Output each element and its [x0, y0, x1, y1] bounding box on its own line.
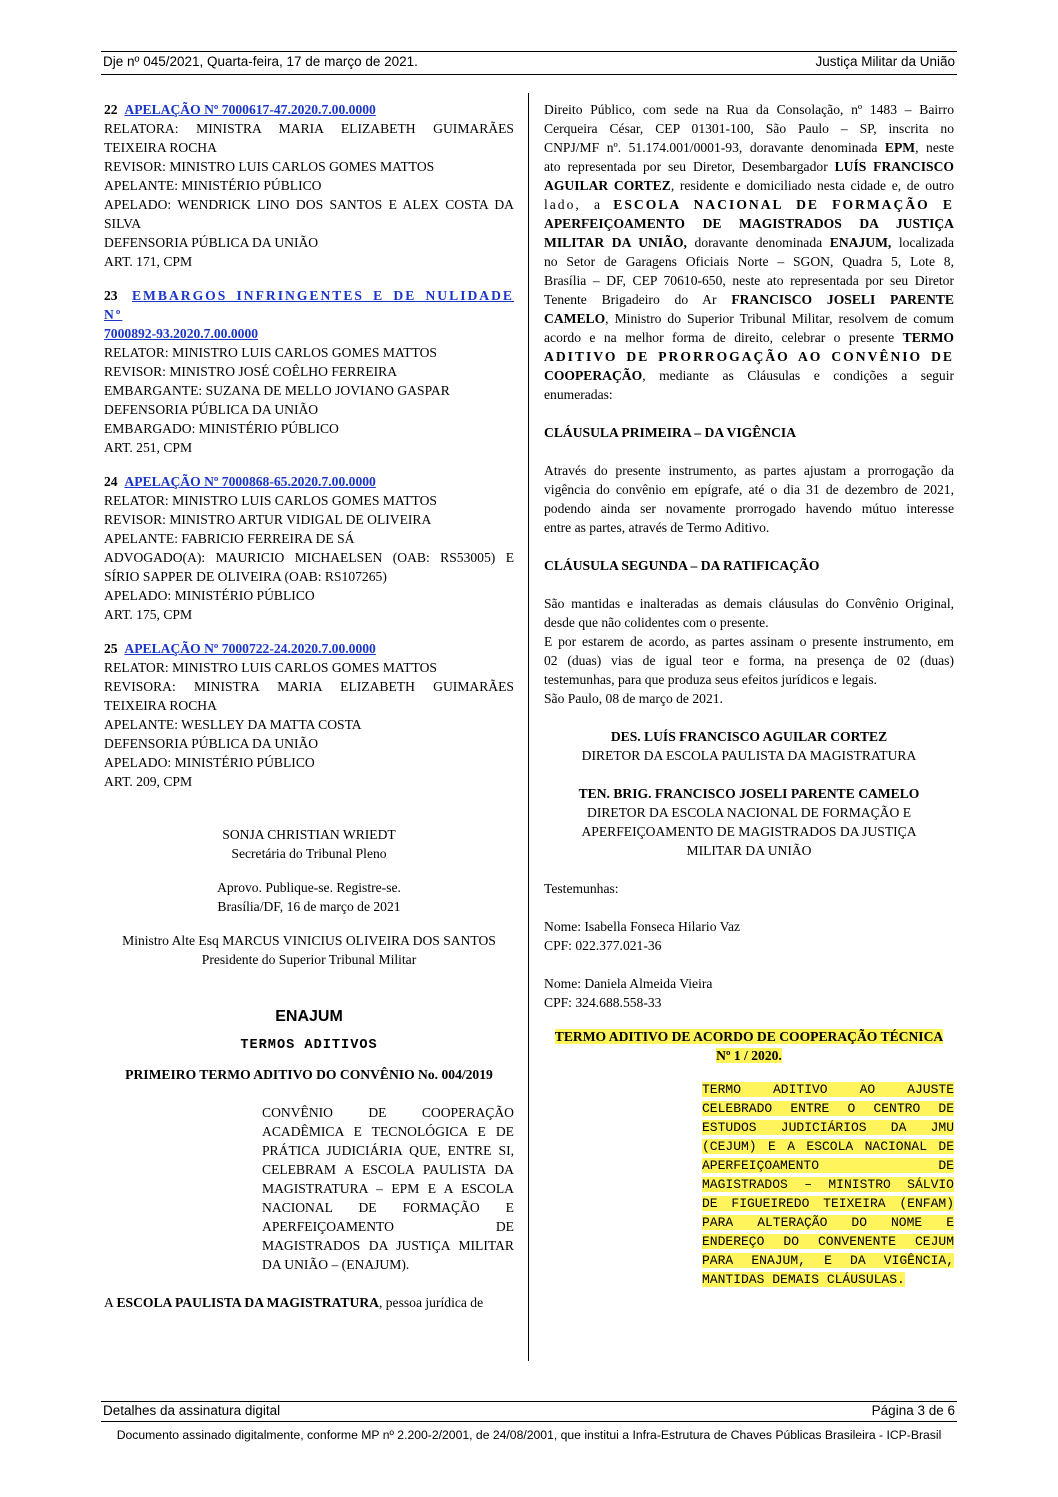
case-link[interactable]: EMBARGOS INFRINGENTES E DE NULIDADE Nº	[104, 288, 514, 322]
case-line: REVISOR: MINISTRO ARTUR VIDIGAL DE OLIVEIRA	[104, 512, 432, 527]
case-number: 25	[104, 641, 118, 656]
case-number: 24	[104, 474, 118, 489]
case-line: ART. 209, CPM	[104, 774, 193, 789]
document-title: PRIMEIRO TERMO ADITIVO DO CONVÊNIO No. 004/2019	[125, 1067, 493, 1082]
header-court: Justiça Militar da União	[815, 54, 955, 69]
clause-2-title: CLÁUSULA SEGUNDA – DA RATIFICAÇÃO	[544, 558, 820, 573]
case-item-24	[104, 472, 514, 624]
text-line: DE FIGUEIREDO TEIXEIRA (ENFAM)	[702, 1196, 954, 1211]
text-line: TERMO ADITIVO AO AJUSTE	[702, 1082, 954, 1097]
text-line: desde que não colidentes com o presente.	[544, 615, 769, 630]
case-number: 23	[104, 288, 118, 303]
case-line: SILVA	[104, 216, 142, 231]
text-line: APERFEIÇOAMENTO DE	[702, 1158, 954, 1173]
text-line: CELEBRADO ENTRE O CENTRO DE	[702, 1101, 954, 1116]
text-line: CELEBRAM A ESCOLA PAULISTA DA	[262, 1162, 514, 1177]
case-line: ADVOGADO(A): MAURICIO MICHAELSEN (OAB: RS53005) E	[104, 550, 514, 565]
text-line: ESTUDOS JUDICIÁRIOS DA JMU	[702, 1120, 954, 1135]
text-line: São mantidas e inalteradas as demais cláusulas do Convênio Original,	[544, 596, 954, 611]
case-link-continued[interactable]: 7000892-93.2020.7.00.0000	[104, 326, 259, 341]
case-line: APELADO: MINISTÉRIO PÚBLICO	[104, 755, 315, 770]
footer-note: Documento assinado digitalmente, conforme MP nº 2.200-2/2001, de 24/08/2001, que institui a Infra-Estrutura de Chaves Públicas Brasileira - ICP-Brasil	[116, 1428, 942, 1442]
text-line: MAGISTRADOS – MINISTRO SÁLVIO	[702, 1177, 954, 1192]
witness-2-name: Nome: Daniela Almeida Vieira	[544, 976, 713, 991]
signature-a-role: DIRETOR DA ESCOLA PAULISTA DA MAGISTRATURA	[581, 748, 917, 763]
text-line: NACIONAL DE FORMAÇÃO E	[262, 1200, 514, 1215]
approval-text: Aprovo. Publique-se. Registre-se.	[217, 880, 401, 895]
case-line: REVISOR: MINISTRO LUIS CARLOS GOMES MATTOS	[104, 159, 435, 174]
column-divider	[528, 93, 529, 1361]
right-column: Direito Público, com sede na Rua da Consolação, nº 1483 – Bairro Cerqueira César, CEP 01301-100, São Paulo – SP, inscrita no CNPJ/MF nº. 51.174.001/0001-93, doravante denominada EPM, neste ato representada por seu Diretor, Desembargador LUÍS FRANCISCO AGUILAR CORTEZ, residente e domiciliado nesta cidade e, de outro lado, a ESCOLA NACIONAL DE FORMAÇÃO E APERFEIÇOAMENTO DE MAGISTRADOS DA JUSTIÇA MILITAR DA UNIÃO, doravante denominada ENAJUM, localizada no Setor de Garagens Oficiais Norte – SGON, Quadra 5, Lote 8, Brasília – DF, CEP 70610-650, neste ato representada por seu Diretor Tenente Brigadeiro do Ar FRANCISCO JOSELI PARENTE CAMELO, Ministro do Superior Tribunal Militar, resolvem de comum acordo e na melhor forma de direito, celebrar o presente TERMO ADITIVO DE PRORROGAÇÃO AO CONVÊNIO DE COOPERAÇÃO, mediante as Cláusulas e condições a seguir enumeradas: CLÁUSULA PRIMEIRA – DA VIGÊNCIA Através do presente instrumento, as partes ajustam a prorrogação da vigência do convênio em epígrafe, até o dia 31 de dezembro de 2021, podendo ainda ser novamente prorrogado havendo mútuo interesse entre as partes, através de Termo Aditivo. CLÁUSULA SEGUNDA – DA RATIFICAÇÃO São mantidas e inalteradas as demais cláusulas do Convênio Original, desde que não colidentes com o presente. E por estarem de acordo, as partes assinam o presente instrumento, em 02 (duas) vias de igual teor e forma, na presença de 02 (duas) testemunhas, para que produza seus efeitos jurídicos e legais. São Paulo, 08 de março de 2021. DES. LUÍS FRANCISCO AGUILAR CORTEZ DIRETOR DA ESCOLA PAULISTA DA MAGISTRATURA TEN. BRIG. FRANCISCO JOSELI PARENTE CAMELO DIRETOR DA ESCOLA NACIONAL DE FORMAÇÃO E APERFEIÇOAMENTO DE MAGISTRADOS DA JUSTIÇA MILITAR DA UNIÃO Testemunhas: Nome: Isabella Fonseca Hilario Vaz CPF: 022.377.021-36 Nome: Daniela Almeida Vieira CPF: 324.688.558-33 TERMO ADITIVO DE ACORDO DE COOPERAÇÃO TÉCNICA Nº 1 / 2020. TERMO ADITIVO AO AJUSTE CELEBRADO ENTRE O CENTRO DE ESTUDOS JUDICIÁRIOS DA JMU (CEJUM) E A ESCOLA NACIONAL DE APERFEIÇOAMENTO DE MAGISTRADOS – MINISTRO SÁLVIO DE FIGUEIREDO TEIXEIRA (ENFAM) PARA ALTERAÇÃO DO NOME E ENDEREÇO DO CONVENENTE CEJUM PARA ENAJUM, E DA VIGÊNCIA, MANTIDAS DEMAIS CLÁUSULAS.	[544, 102, 954, 1287]
text-line: PARA ALTERAÇÃO DO NOME E	[702, 1215, 954, 1230]
witness-1-cpf: CPF: 022.377.021-36	[544, 938, 662, 953]
case-line: REVISOR: MINISTRO JOSÉ COÊLHO FERREIRA	[104, 364, 398, 379]
case-line: REVISORA: MINISTRA MARIA ELIZABETH GUIMARÃES	[104, 679, 514, 694]
agreement-title: TERMO ADITIVO DE ACORDO DE COOPERAÇÃO TÉCNICA	[554, 1029, 944, 1044]
text-line: PARA ENAJUM, E DA VIGÊNCIA,	[702, 1253, 954, 1268]
president-role: Presidente do Superior Tribunal Militar	[201, 952, 417, 967]
case-link[interactable]: APELAÇÃO Nº 7000617-47.2020.7.00.0000	[124, 102, 376, 117]
case-line: EMBARGADO: MINISTÉRIO PÚBLICO	[104, 421, 339, 436]
text-line: APERFEIÇOAMENTO DE	[262, 1219, 514, 1234]
case-line: APELANTE: WESLLEY DA MATTA COSTA	[104, 717, 362, 732]
case-link[interactable]: APELAÇÃO Nº 7000722-24.2020.7.00.0000	[124, 641, 376, 656]
witness-1-name: Nome: Isabella Fonseca Hilario Vaz	[544, 919, 741, 934]
case-line: ART. 175, CPM	[104, 607, 193, 622]
case-line: DEFENSORIA PÚBLICA DA UNIÃO	[104, 402, 319, 417]
signature-name: SONJA CHRISTIAN WRIEDT	[222, 827, 396, 842]
case-line: TEIXEIRA ROCHA	[104, 698, 217, 713]
text-line: entre as partes, através de Termo Aditivo.	[544, 520, 770, 535]
signature-b-name: TEN. BRIG. FRANCISCO JOSELI PARENTE CAMELO	[578, 786, 920, 801]
case-line: RELATOR: MINISTRO LUIS CARLOS GOMES MATTOS	[104, 493, 437, 508]
case-line: APELANTE: FABRICIO FERREIRA DE SÁ	[104, 531, 355, 546]
text-line: MAGISTRATURA – EPM E A ESCOLA	[262, 1181, 514, 1196]
text-line: MANTIDAS DEMAIS CLÁUSULAS.	[702, 1272, 905, 1287]
header-edition: Dje nº 045/2021, Quarta-feira, 17 de março de 2021.	[103, 54, 418, 69]
page-number: Página 3 de 6	[871, 1403, 955, 1418]
case-line: ART. 251, CPM	[104, 440, 193, 455]
case-line: EMBARGANTE: SUZANA DE MELLO JOVIANO GASPAR	[104, 383, 450, 398]
text-line: DA UNIÃO – (ENAJUM).	[262, 1257, 410, 1272]
text-line: ENDEREÇO DO CONVENENTE CEJUM	[702, 1234, 954, 1249]
case-number: 22	[104, 102, 118, 117]
ementa-block	[262, 1103, 514, 1274]
page-header	[101, 51, 957, 75]
left-column	[104, 100, 514, 1312]
case-line: APELADO: MINISTÉRIO PÚBLICO	[104, 588, 315, 603]
text-line: E por estarem de acordo, as partes assinam o presente instrumento, em	[544, 634, 954, 649]
text-line: CONVÊNIO DE COOPERAÇÃO	[262, 1105, 514, 1120]
witnesses-label: Testemunhas:	[544, 881, 619, 896]
text-line: ACADÊMICA E TECNOLÓGICA E DE	[262, 1124, 514, 1139]
case-line: SÍRIO SAPPER DE OLIVEIRA (OAB: RS107265)	[104, 569, 387, 584]
case-line: ART. 171, CPM	[104, 254, 193, 269]
case-line: APELANTE: MINISTÉRIO PÚBLICO	[104, 178, 322, 193]
case-line: TEIXEIRA ROCHA	[104, 140, 217, 155]
case-item-25	[104, 639, 514, 791]
preamble-paragraph: Direito Público, com sede na Rua da Consolação, nº 1483 – Bairro Cerqueira César, CEP 01301-100, São Paulo – SP, inscrita no CNPJ/MF nº. 51.174.001/0001-93, doravante denominada EPM, neste ato representada por seu Diretor, Desembargador LUÍS FRANCISCO AGUILAR CORTEZ, residente e domiciliado nesta cidade e, de outro lado, a ESCOLA NACIONAL DE FORMAÇÃO E APERFEIÇOAMENTO DE MAGISTRADOS DA JUSTIÇA MILITAR DA UNIÃO, doravante denominada ENAJUM, localizada no Setor de Garagens Oficiais Norte – SGON, Quadra 5, Lote 8, Brasília – DF, CEP 70610-650, neste ato representada por seu Diretor Tenente Brigadeiro do Ar FRANCISCO JOSELI PARENTE CAMELO, Ministro do Superior Tribunal Militar, resolvem de comum acordo e na melhor forma de direito, celebrar o presente TERMO ADITIVO DE PRORROGAÇÃO AO CONVÊNIO DE COOPERAÇÃO, mediante as Cláusulas e condições a seguir enumeradas:	[544, 102, 954, 402]
text-line: testemunhas, para que produza seus efeitos jurídicos e legais.	[544, 672, 877, 687]
case-item-23	[104, 286, 514, 457]
clause-1-title: CLÁUSULA PRIMEIRA – DA VIGÊNCIA	[544, 425, 797, 440]
signature-details-link[interactable]: Detalhes da assinatura digital	[103, 1403, 281, 1418]
section-subtitle: TERMOS ADITIVOS	[240, 1038, 378, 1053]
text-line: MAGISTRADOS DA JUSTIÇA MILITAR	[262, 1238, 514, 1253]
agreement-ementa	[702, 1080, 954, 1289]
case-line: RELATOR: MINISTRO LUIS CARLOS GOMES MATTOS	[104, 660, 437, 675]
page-footer	[101, 1401, 957, 1422]
approval-date: Brasília/DF, 16 de março de 2021	[217, 899, 401, 914]
signature-b-role: DIRETOR DA ESCOLA NACIONAL DE FORMAÇÃO E	[587, 805, 911, 820]
agreement-number: Nº 1 / 2020.	[716, 1048, 782, 1063]
text-line: Através do presente instrumento, as partes ajustam a prorrogação da	[544, 463, 954, 478]
text-line: 02 (duas) vias de igual teor e forma, na presença de 02 (duas)	[544, 653, 954, 668]
closing-paragraph	[544, 632, 954, 689]
section-title: ENAJUM	[275, 1008, 343, 1025]
signature-a-name: DES. LUÍS FRANCISCO AGUILAR CORTEZ	[610, 729, 888, 744]
paragraph-start: A ESCOLA PAULISTA DA MAGISTRATURA, pessoa jurídica de	[104, 1295, 484, 1310]
place-date: São Paulo, 08 de março de 2021.	[544, 691, 723, 706]
case-line: RELATORA: MINISTRA MARIA ELIZABETH GUIMARÃES	[104, 121, 514, 136]
case-line: RELATOR: MINISTRO LUIS CARLOS GOMES MATTOS	[104, 345, 437, 360]
witness-2-cpf: CPF: 324.688.558-33	[544, 995, 662, 1010]
text-line: podendo ainda ser novamente prorrogado havendo mútuo interesse	[544, 501, 954, 516]
signature-role: Secretária do Tribunal Pleno	[231, 846, 387, 861]
text-line: PRÁTICA JUDICIÁRIA QUE, ENTRE SI,	[262, 1143, 514, 1158]
clause-2-body	[544, 594, 954, 632]
case-line: APELADO: WENDRICK LINO DOS SANTOS E ALEX COSTA DA	[104, 197, 514, 212]
president-name: Ministro Alte Esq MARCUS VINICIUS OLIVEIRA DOS SANTOS	[122, 933, 496, 948]
case-line: DEFENSORIA PÚBLICA DA UNIÃO	[104, 235, 319, 250]
case-item-22	[104, 100, 514, 271]
text-line: (CEJUM) E A ESCOLA NACIONAL DE	[702, 1139, 954, 1154]
case-line: DEFENSORIA PÚBLICA DA UNIÃO	[104, 736, 319, 751]
case-link[interactable]: APELAÇÃO Nº 7000868-65.2020.7.00.0000	[124, 474, 376, 489]
text-line: vigência do convênio em epígrafe, até o dia 31 de dezembro de 2021,	[544, 482, 954, 497]
clause-1-body	[544, 461, 954, 537]
